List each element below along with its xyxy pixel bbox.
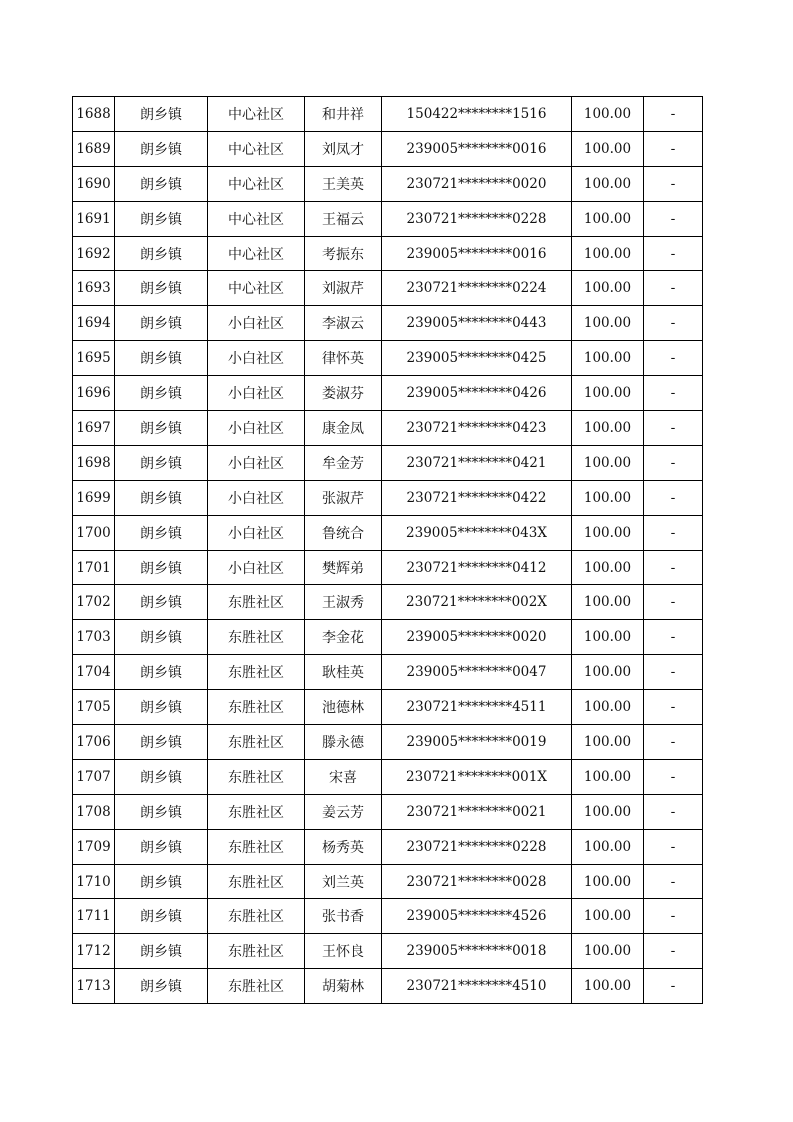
town-cell: 朗乡镇 [115, 515, 208, 550]
town-cell: 朗乡镇 [115, 271, 208, 306]
id-number-cell: 239005********0016 [382, 236, 572, 271]
amount-cell: 100.00 [572, 271, 644, 306]
table-row [73, 201, 703, 236]
id-number-cell: 239005********0047 [382, 655, 572, 690]
community-cell: 东胜社区 [208, 759, 305, 794]
name-cell: 樊辉弟 [305, 550, 382, 585]
amount-cell: 100.00 [572, 759, 644, 794]
town-cell: 朗乡镇 [115, 759, 208, 794]
amount-cell: 100.00 [572, 201, 644, 236]
community-cell: 小白社区 [208, 306, 305, 341]
row-number-cell: 1696 [73, 376, 115, 411]
amount-cell: 100.00 [572, 411, 644, 446]
remark-cell: - [644, 759, 703, 794]
amount-cell: 100.00 [572, 899, 644, 934]
table-row [73, 899, 703, 934]
row-number-cell: 1690 [73, 166, 115, 201]
amount-cell: 100.00 [572, 829, 644, 864]
community-cell: 小白社区 [208, 515, 305, 550]
id-number-cell: 239005********0018 [382, 934, 572, 969]
table-row [73, 969, 703, 1004]
amount-cell: 100.00 [572, 794, 644, 829]
town-cell: 朗乡镇 [115, 480, 208, 515]
table-row [73, 341, 703, 376]
town-cell: 朗乡镇 [115, 934, 208, 969]
remark-cell: - [644, 445, 703, 480]
table-row [73, 515, 703, 550]
town-cell: 朗乡镇 [115, 794, 208, 829]
id-number-cell: 230721********0423 [382, 411, 572, 446]
town-cell: 朗乡镇 [115, 201, 208, 236]
amount-cell: 100.00 [572, 864, 644, 899]
table-body [73, 97, 703, 1004]
row-number-cell: 1694 [73, 306, 115, 341]
id-number-cell: 230721********0422 [382, 480, 572, 515]
id-number-cell: 230721********4510 [382, 969, 572, 1004]
table-row [73, 829, 703, 864]
row-number-cell: 1699 [73, 480, 115, 515]
row-number-cell: 1689 [73, 131, 115, 166]
community-cell: 中心社区 [208, 201, 305, 236]
id-number-cell: 230721********0021 [382, 794, 572, 829]
remark-cell: - [644, 271, 703, 306]
name-cell: 杨秀英 [305, 829, 382, 864]
remark-cell: - [644, 480, 703, 515]
row-number-cell: 1692 [73, 236, 115, 271]
name-cell: 池德林 [305, 690, 382, 725]
row-number-cell: 1705 [73, 690, 115, 725]
name-cell: 李淑云 [305, 306, 382, 341]
row-number-cell: 1695 [73, 341, 115, 376]
remark-cell: - [644, 864, 703, 899]
remark-cell: - [644, 899, 703, 934]
amount-cell: 100.00 [572, 376, 644, 411]
community-cell: 中心社区 [208, 236, 305, 271]
id-number-cell: 150422********1516 [382, 97, 572, 132]
community-cell: 东胜社区 [208, 864, 305, 899]
remark-cell: - [644, 690, 703, 725]
town-cell: 朗乡镇 [115, 725, 208, 760]
community-cell: 东胜社区 [208, 969, 305, 1004]
name-cell: 刘兰英 [305, 864, 382, 899]
table-row [73, 445, 703, 480]
remark-cell: - [644, 725, 703, 760]
table-row [73, 725, 703, 760]
table-row [73, 585, 703, 620]
name-cell: 王怀良 [305, 934, 382, 969]
community-cell: 小白社区 [208, 376, 305, 411]
community-cell: 东胜社区 [208, 690, 305, 725]
row-number-cell: 1688 [73, 97, 115, 132]
row-number-cell: 1706 [73, 725, 115, 760]
id-number-cell: 230721********002X [382, 585, 572, 620]
community-cell: 东胜社区 [208, 829, 305, 864]
table-row [73, 306, 703, 341]
id-number-cell: 230721********0228 [382, 829, 572, 864]
town-cell: 朗乡镇 [115, 585, 208, 620]
community-cell: 东胜社区 [208, 585, 305, 620]
amount-cell: 100.00 [572, 515, 644, 550]
row-number-cell: 1710 [73, 864, 115, 899]
name-cell: 考振东 [305, 236, 382, 271]
row-number-cell: 1707 [73, 759, 115, 794]
community-cell: 东胜社区 [208, 725, 305, 760]
table-row [73, 864, 703, 899]
remark-cell: - [644, 969, 703, 1004]
row-number-cell: 1704 [73, 655, 115, 690]
id-number-cell: 230721********0020 [382, 166, 572, 201]
community-cell: 东胜社区 [208, 655, 305, 690]
name-cell: 胡菊林 [305, 969, 382, 1004]
remark-cell: - [644, 829, 703, 864]
town-cell: 朗乡镇 [115, 97, 208, 132]
remark-cell: - [644, 620, 703, 655]
community-cell: 小白社区 [208, 411, 305, 446]
town-cell: 朗乡镇 [115, 829, 208, 864]
remark-cell: - [644, 376, 703, 411]
town-cell: 朗乡镇 [115, 655, 208, 690]
town-cell: 朗乡镇 [115, 166, 208, 201]
community-cell: 东胜社区 [208, 620, 305, 655]
town-cell: 朗乡镇 [115, 236, 208, 271]
id-number-cell: 239005********0443 [382, 306, 572, 341]
name-cell: 张书香 [305, 899, 382, 934]
table-row [73, 550, 703, 585]
id-number-cell: 230721********0028 [382, 864, 572, 899]
id-number-cell: 230721********4511 [382, 690, 572, 725]
table-row [73, 620, 703, 655]
amount-cell: 100.00 [572, 97, 644, 132]
community-cell: 东胜社区 [208, 794, 305, 829]
community-cell: 小白社区 [208, 341, 305, 376]
remark-cell: - [644, 236, 703, 271]
remark-cell: - [644, 306, 703, 341]
community-cell: 东胜社区 [208, 934, 305, 969]
row-number-cell: 1702 [73, 585, 115, 620]
table-row [73, 794, 703, 829]
amount-cell: 100.00 [572, 585, 644, 620]
id-number-cell: 239005********0426 [382, 376, 572, 411]
id-number-cell: 239005********0019 [382, 725, 572, 760]
id-number-cell: 230721********0412 [382, 550, 572, 585]
amount-cell: 100.00 [572, 725, 644, 760]
id-number-cell: 230721********0224 [382, 271, 572, 306]
name-cell: 和井祥 [305, 97, 382, 132]
amount-cell: 100.00 [572, 236, 644, 271]
amount-cell: 100.00 [572, 306, 644, 341]
row-number-cell: 1691 [73, 201, 115, 236]
id-number-cell: 239005********0425 [382, 341, 572, 376]
name-cell: 王美英 [305, 166, 382, 201]
name-cell: 滕永德 [305, 725, 382, 760]
row-number-cell: 1703 [73, 620, 115, 655]
name-cell: 李金花 [305, 620, 382, 655]
table-row [73, 934, 703, 969]
name-cell: 耿桂英 [305, 655, 382, 690]
name-cell: 牟金芳 [305, 445, 382, 480]
remark-cell: - [644, 934, 703, 969]
community-cell: 中心社区 [208, 97, 305, 132]
row-number-cell: 1701 [73, 550, 115, 585]
row-number-cell: 1712 [73, 934, 115, 969]
row-number-cell: 1697 [73, 411, 115, 446]
name-cell: 康金凤 [305, 411, 382, 446]
town-cell: 朗乡镇 [115, 969, 208, 1004]
name-cell: 张淑芹 [305, 480, 382, 515]
remark-cell: - [644, 166, 703, 201]
amount-cell: 100.00 [572, 550, 644, 585]
amount-cell: 100.00 [572, 690, 644, 725]
name-cell: 娄淑芬 [305, 376, 382, 411]
remark-cell: - [644, 585, 703, 620]
amount-cell: 100.00 [572, 131, 644, 166]
remark-cell: - [644, 201, 703, 236]
row-number-cell: 1698 [73, 445, 115, 480]
town-cell: 朗乡镇 [115, 550, 208, 585]
id-number-cell: 230721********001X [382, 759, 572, 794]
amount-cell: 100.00 [572, 934, 644, 969]
id-number-cell: 239005********0016 [382, 131, 572, 166]
town-cell: 朗乡镇 [115, 376, 208, 411]
amount-cell: 100.00 [572, 166, 644, 201]
town-cell: 朗乡镇 [115, 445, 208, 480]
town-cell: 朗乡镇 [115, 341, 208, 376]
remark-cell: - [644, 131, 703, 166]
name-cell: 鲁统合 [305, 515, 382, 550]
name-cell: 王福云 [305, 201, 382, 236]
community-cell: 中心社区 [208, 271, 305, 306]
table-row [73, 411, 703, 446]
remark-cell: - [644, 97, 703, 132]
table-row [73, 376, 703, 411]
id-number-cell: 230721********0228 [382, 201, 572, 236]
town-cell: 朗乡镇 [115, 131, 208, 166]
community-cell: 小白社区 [208, 445, 305, 480]
amount-cell: 100.00 [572, 341, 644, 376]
table-row [73, 97, 703, 132]
id-number-cell: 239005********043X [382, 515, 572, 550]
table-row [73, 166, 703, 201]
remark-cell: - [644, 794, 703, 829]
town-cell: 朗乡镇 [115, 306, 208, 341]
name-cell: 姜云芳 [305, 794, 382, 829]
row-number-cell: 1708 [73, 794, 115, 829]
amount-cell: 100.00 [572, 969, 644, 1004]
row-number-cell: 1711 [73, 899, 115, 934]
row-number-cell: 1700 [73, 515, 115, 550]
table-row [73, 236, 703, 271]
town-cell: 朗乡镇 [115, 690, 208, 725]
amount-cell: 100.00 [572, 655, 644, 690]
town-cell: 朗乡镇 [115, 620, 208, 655]
town-cell: 朗乡镇 [115, 864, 208, 899]
row-number-cell: 1713 [73, 969, 115, 1004]
row-number-cell: 1709 [73, 829, 115, 864]
town-cell: 朗乡镇 [115, 411, 208, 446]
id-number-cell: 239005********4526 [382, 899, 572, 934]
table-row [73, 759, 703, 794]
town-cell: 朗乡镇 [115, 899, 208, 934]
data-table [72, 96, 703, 1004]
amount-cell: 100.00 [572, 445, 644, 480]
table-row [73, 271, 703, 306]
remark-cell: - [644, 655, 703, 690]
community-cell: 中心社区 [208, 131, 305, 166]
community-cell: 小白社区 [208, 550, 305, 585]
table-row [73, 131, 703, 166]
remark-cell: - [644, 550, 703, 585]
remark-cell: - [644, 341, 703, 376]
amount-cell: 100.00 [572, 620, 644, 655]
name-cell: 王淑秀 [305, 585, 382, 620]
remark-cell: - [644, 411, 703, 446]
community-cell: 东胜社区 [208, 899, 305, 934]
table-row [73, 480, 703, 515]
table-row [73, 690, 703, 725]
id-number-cell: 239005********0020 [382, 620, 572, 655]
name-cell: 律怀英 [305, 341, 382, 376]
table-row [73, 655, 703, 690]
name-cell: 刘淑芹 [305, 271, 382, 306]
name-cell: 刘凤才 [305, 131, 382, 166]
community-cell: 中心社区 [208, 166, 305, 201]
row-number-cell: 1693 [73, 271, 115, 306]
remark-cell: - [644, 515, 703, 550]
community-cell: 小白社区 [208, 480, 305, 515]
name-cell: 宋喜 [305, 759, 382, 794]
id-number-cell: 230721********0421 [382, 445, 572, 480]
amount-cell: 100.00 [572, 480, 644, 515]
